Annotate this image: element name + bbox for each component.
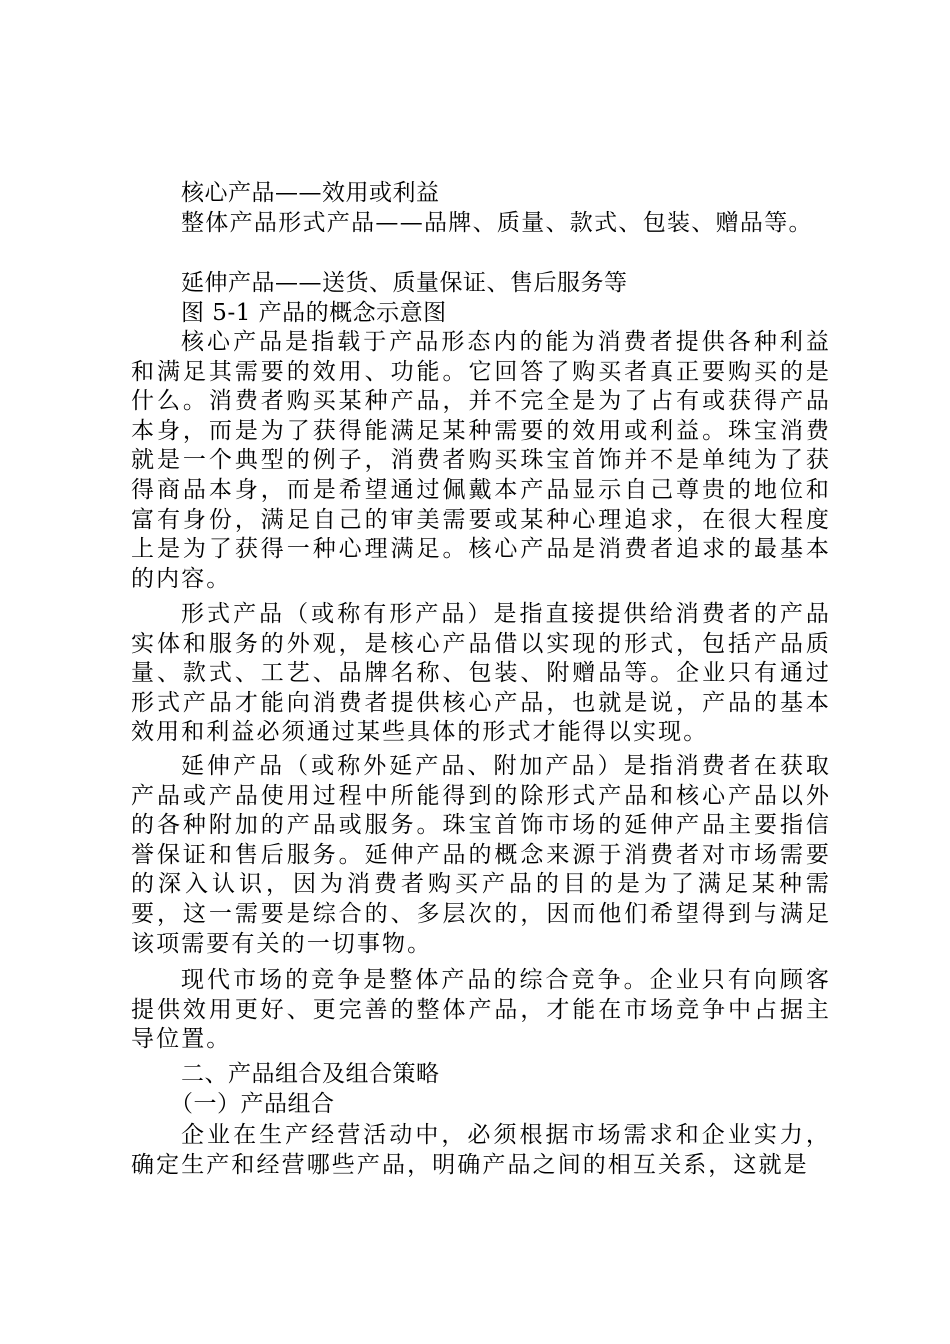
paragraph-extended-product: 延伸产品（或称外延产品、附加产品）是指消费者在获取产品或产品使用过程中所能得到的除形式产品和核心产品以外的各种附加的产品或服务。珠宝首饰市场的延伸产品主要指信誉保证和售后服务。延伸产品的概念来源于消费者对市场需要的深入认识，因为消费者购买产品的目的是为了满足某种需要，这一需要是综合的、多层次的，因而他们希望得到与满足该项需要有关的一切事物。 (131, 753, 831, 957)
diagram-whole-product-line: 整体产品形式产品——品牌、质量、款式、包装、赠品等。 (181, 210, 813, 236)
paragraph-competition: 现代市场的竞争是整体产品的综合竞争。企业只有向顾客提供效用更好、更完善的整体产品，才能在市场竞争中占据主导位置。 (131, 967, 831, 1053)
paragraph-core-product: 核心产品是指载于产品形态内的能为消费者提供各种利益和满足其需要的效用、功能。它回答了购买者真正要购买的是什么。消费者购买某种产品，并不完全是为了占有或获得产品本身，而是为了获得能满足某种需要的效用或利益。珠宝消费就是一个典型的例子，消费者购买珠宝首饰并不是单纯为了获得商品本身，而是希望通过佩戴本产品显示自己尊贵的地位和富有身份，满足自己的审美需要或某种心理追求，在很大程度上是为了获得一种心理满足。核心产品是消费者追求的最基本的内容。 (131, 329, 831, 592)
paragraph-product-mix-intro: 企业在生产经营活动中，必须根据市场需求和企业实力，确定生产和经营哪些产品，明确产品之间的相互关系，这就是 (131, 1122, 831, 1178)
section-heading-product-mix: 二、产品组合及组合策略 (181, 1061, 440, 1087)
figure-caption: 图 5-1 产品的概念示意图 (181, 300, 447, 326)
diagram-extended-product-line: 延伸产品——送货、质量保证、售后服务等 (181, 270, 628, 296)
paragraph-form-product: 形式产品（或称有形产品）是指直接提供给消费者的产品实体和服务的外观，是核心产品借以实现的形式，包括产品质量、款式、工艺、品牌名称、包装、附赠品等。企业只有通过形式产品才能向消费者提供核心产品，也就是说，产品的基本效用和利益必须通过某些具体的形式才能得以实现。 (131, 601, 831, 746)
diagram-core-product-line: 核心产品——效用或利益 (181, 180, 440, 206)
subsection-heading-product-mix: （一）产品组合 (170, 1091, 335, 1117)
